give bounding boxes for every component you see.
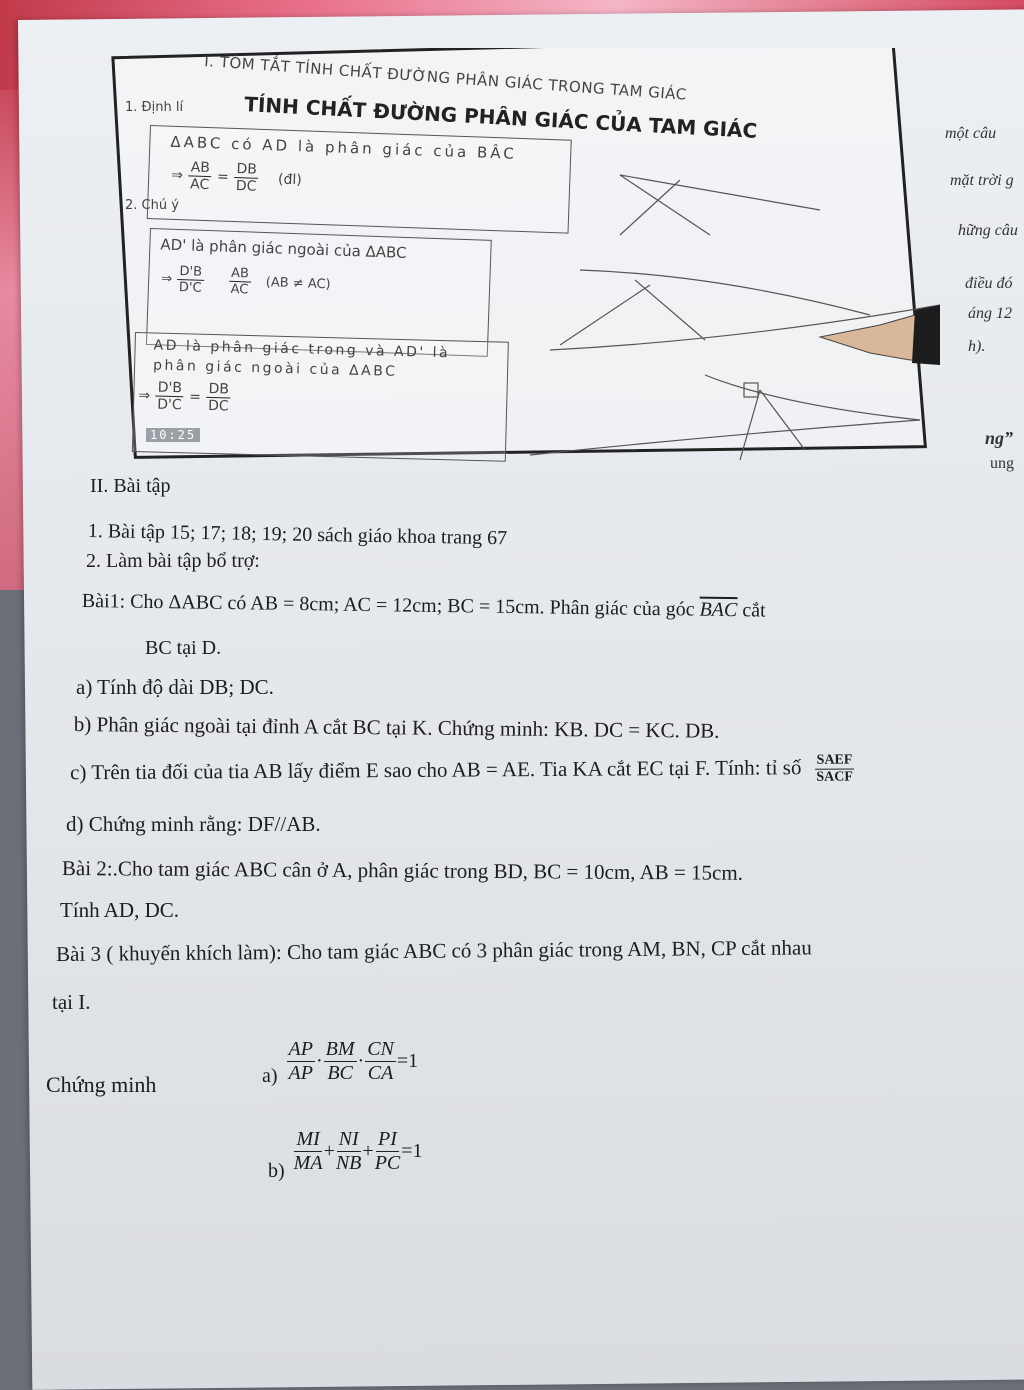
theorem-den1: AC [189, 176, 210, 194]
ratio-num: SAEF [815, 753, 855, 770]
note-label: 2. Chú ý [125, 198, 179, 213]
bai2-line1: Bài 2:.Cho tam giác ABC cân ở A, phân giác trong BD, BC = 10cm, AB = 15cm. [61, 856, 744, 885]
summary-header: I. TÓM TẮT TÍNH CHẤT ĐƯỜNG PHÂN GIÁC TRONG TAM GIÁC [203, 52, 688, 104]
side-text-8: ung [990, 455, 1014, 472]
proof-a-frac-1 [287, 1038, 315, 1085]
video-timestamp: 10:25 [146, 428, 200, 442]
side-text-3: hững câu [958, 222, 1018, 239]
diagram2-external-bisector [635, 280, 705, 340]
theorem-num1: AB [188, 159, 212, 177]
note2-line2: phân giác ngoài của ΔABC [152, 357, 398, 380]
proof-a-den-3: CA [367, 1062, 394, 1084]
note1-formula: ⇒ $\frac{D'B}{D'C}$ $\frac{AB}{AC}$ (AB ≠ AC) [160, 264, 331, 298]
proof-b: b) $\frac{MI}{MA}$ + $\frac{NI}{NB}$ + $\frac{PI}{PC}$ =1 [268, 1128, 423, 1182]
diagram1-bisector [620, 175, 710, 235]
bai1-part-d: d) Chứng minh rằng: DF//AB. [66, 812, 321, 836]
theorem-line: ΔABC có AD là phân giác của BÂC [170, 132, 518, 163]
proof-b-num-1: MI [296, 1128, 320, 1150]
proof-b-den-1: MA [293, 1152, 323, 1174]
bai2-line2: Tính AD, DC. [60, 898, 180, 922]
proof-b-den-3: PC [374, 1152, 401, 1174]
theorem-tag: (đl) [277, 171, 303, 188]
theorem-formula: ⇒ $\frac{AB}{AC}$ = $\frac{DB}{DC}$ (đl) [170, 159, 303, 195]
proof-b-num-2: NI [338, 1128, 359, 1150]
proof-b-frac-3 [375, 1128, 401, 1175]
diagram3-bisector-outer [760, 390, 805, 450]
bai3-line1: Bài 3 ( khuyến khích làm): Cho tam giác ABC có 3 phân giác trong AM, BN, CP cắt nhau [56, 935, 812, 966]
proof-a-num-3: CN [367, 1038, 394, 1060]
proof-b-num-3: PI [378, 1128, 397, 1150]
theorem-num2: DB [234, 161, 259, 179]
side-text-7: ng” [985, 428, 1014, 448]
note2-formula: ⇒ $\frac{D'B}{D'C}$ = $\frac{DB}{DC}$ [138, 379, 230, 415]
note1-line: AD' là phân giác ngoài của ΔABC [160, 235, 407, 262]
diagram3-bisector-inner [740, 390, 760, 460]
side-text-2: mặt trời g [950, 172, 1014, 189]
note1-den2: AC [230, 281, 249, 298]
proof-b-den-2: NB [335, 1152, 362, 1174]
proof-b-frac-2 [336, 1128, 362, 1175]
bai1-line2: BC tại D. [145, 637, 222, 659]
bai1-part-b: b) Phân giác ngoài tại đỉnh A cắt BC tại K. Chứng minh: KB. DC = KC. DB. [73, 712, 720, 743]
exercise-item-2: 2. Làm bài tập bổ trợ: [86, 550, 260, 572]
proof-b-eq: =1 [401, 1140, 423, 1162]
theorem-box [147, 125, 572, 234]
proof-a-frac-2 [324, 1038, 357, 1085]
prove-label: Chứng minh [46, 1072, 157, 1097]
bisector-diagrams [520, 165, 940, 475]
diagram1-side-ac [620, 180, 680, 235]
diagram1-side-ab [620, 175, 820, 210]
exercise-item-1: 1. Bài tập 15; 17; 18; 19; 20 sách giáo khoa trang 67 [87, 520, 508, 550]
note1-num2: AB [229, 266, 251, 283]
bai1-part-c-text: c) Trên tia đối của tia AB lấy điểm E sao cho AB = AE. Tia KA cắt EC tại F. Tính: tỉ số [70, 755, 802, 785]
side-text-1: một câu [945, 125, 997, 142]
diagram3-side [705, 375, 920, 420]
bai1-part-a: a) Tính độ dài DB; DC. [76, 675, 274, 699]
ratio-den: SACF [816, 769, 853, 785]
proof-a-frac-3 [365, 1038, 396, 1085]
note1-condition: (AB ≠ AC) [265, 275, 331, 293]
bai1-part-c [70, 753, 856, 791]
bai1-angle: $\overline{BAC}$ [699, 598, 738, 622]
note2-num2: DB [206, 381, 231, 399]
proof-b-label: b) [268, 1160, 285, 1182]
exercises-heading: II. Bài tập [90, 475, 171, 497]
proof-a-num-2: BM [325, 1038, 355, 1060]
proof-a: a) $\frac{AP}{AP}$ · $\frac{BM}{BC}$ · $\frac{CN}{CA}$ =1 [262, 1038, 419, 1087]
summary-title: TÍNH CHẤT ĐƯỜNG PHÂN GIÁC CỦA TAM GIÁC [243, 92, 758, 143]
proof-a-num-1: AP [288, 1038, 313, 1060]
proof-a-label: a) [262, 1065, 278, 1087]
note2-den1: D'C [156, 396, 182, 414]
note2-num1: D'B [156, 380, 185, 398]
bai1-cut: cắt [742, 599, 766, 622]
side-text-4: điều đó [965, 275, 1013, 292]
diagram2-side [560, 285, 650, 345]
note1-den1: D'C [178, 280, 202, 296]
definition-label: 1. Định lí [125, 100, 184, 115]
proof-a-den-1: AP [288, 1062, 313, 1084]
note2-line1: AD là phân giác trong và AD' là [153, 337, 451, 362]
side-text-6: h). [968, 338, 986, 355]
note2-den2: DC [207, 397, 229, 415]
theorem-den2: DC [235, 178, 257, 195]
pointing-hand-icon [820, 305, 940, 365]
bai1-text: Bài1: Cho ΔABC có AB = 8cm; AC = 12cm; BC = 15cm. Phân giác của góc [81, 590, 695, 621]
proof-b-frac-1 [294, 1128, 323, 1175]
side-text-5: áng 12 [968, 305, 1012, 322]
note2-box [132, 332, 509, 462]
note1-num1: D'B [177, 264, 204, 281]
proof-a-den-2: BC [327, 1062, 353, 1084]
bai3-line2: tại I. [52, 990, 91, 1014]
proof-a-eq: =1 [396, 1050, 419, 1072]
diagram3-base [530, 420, 920, 455]
diagram2-base [580, 270, 870, 315]
